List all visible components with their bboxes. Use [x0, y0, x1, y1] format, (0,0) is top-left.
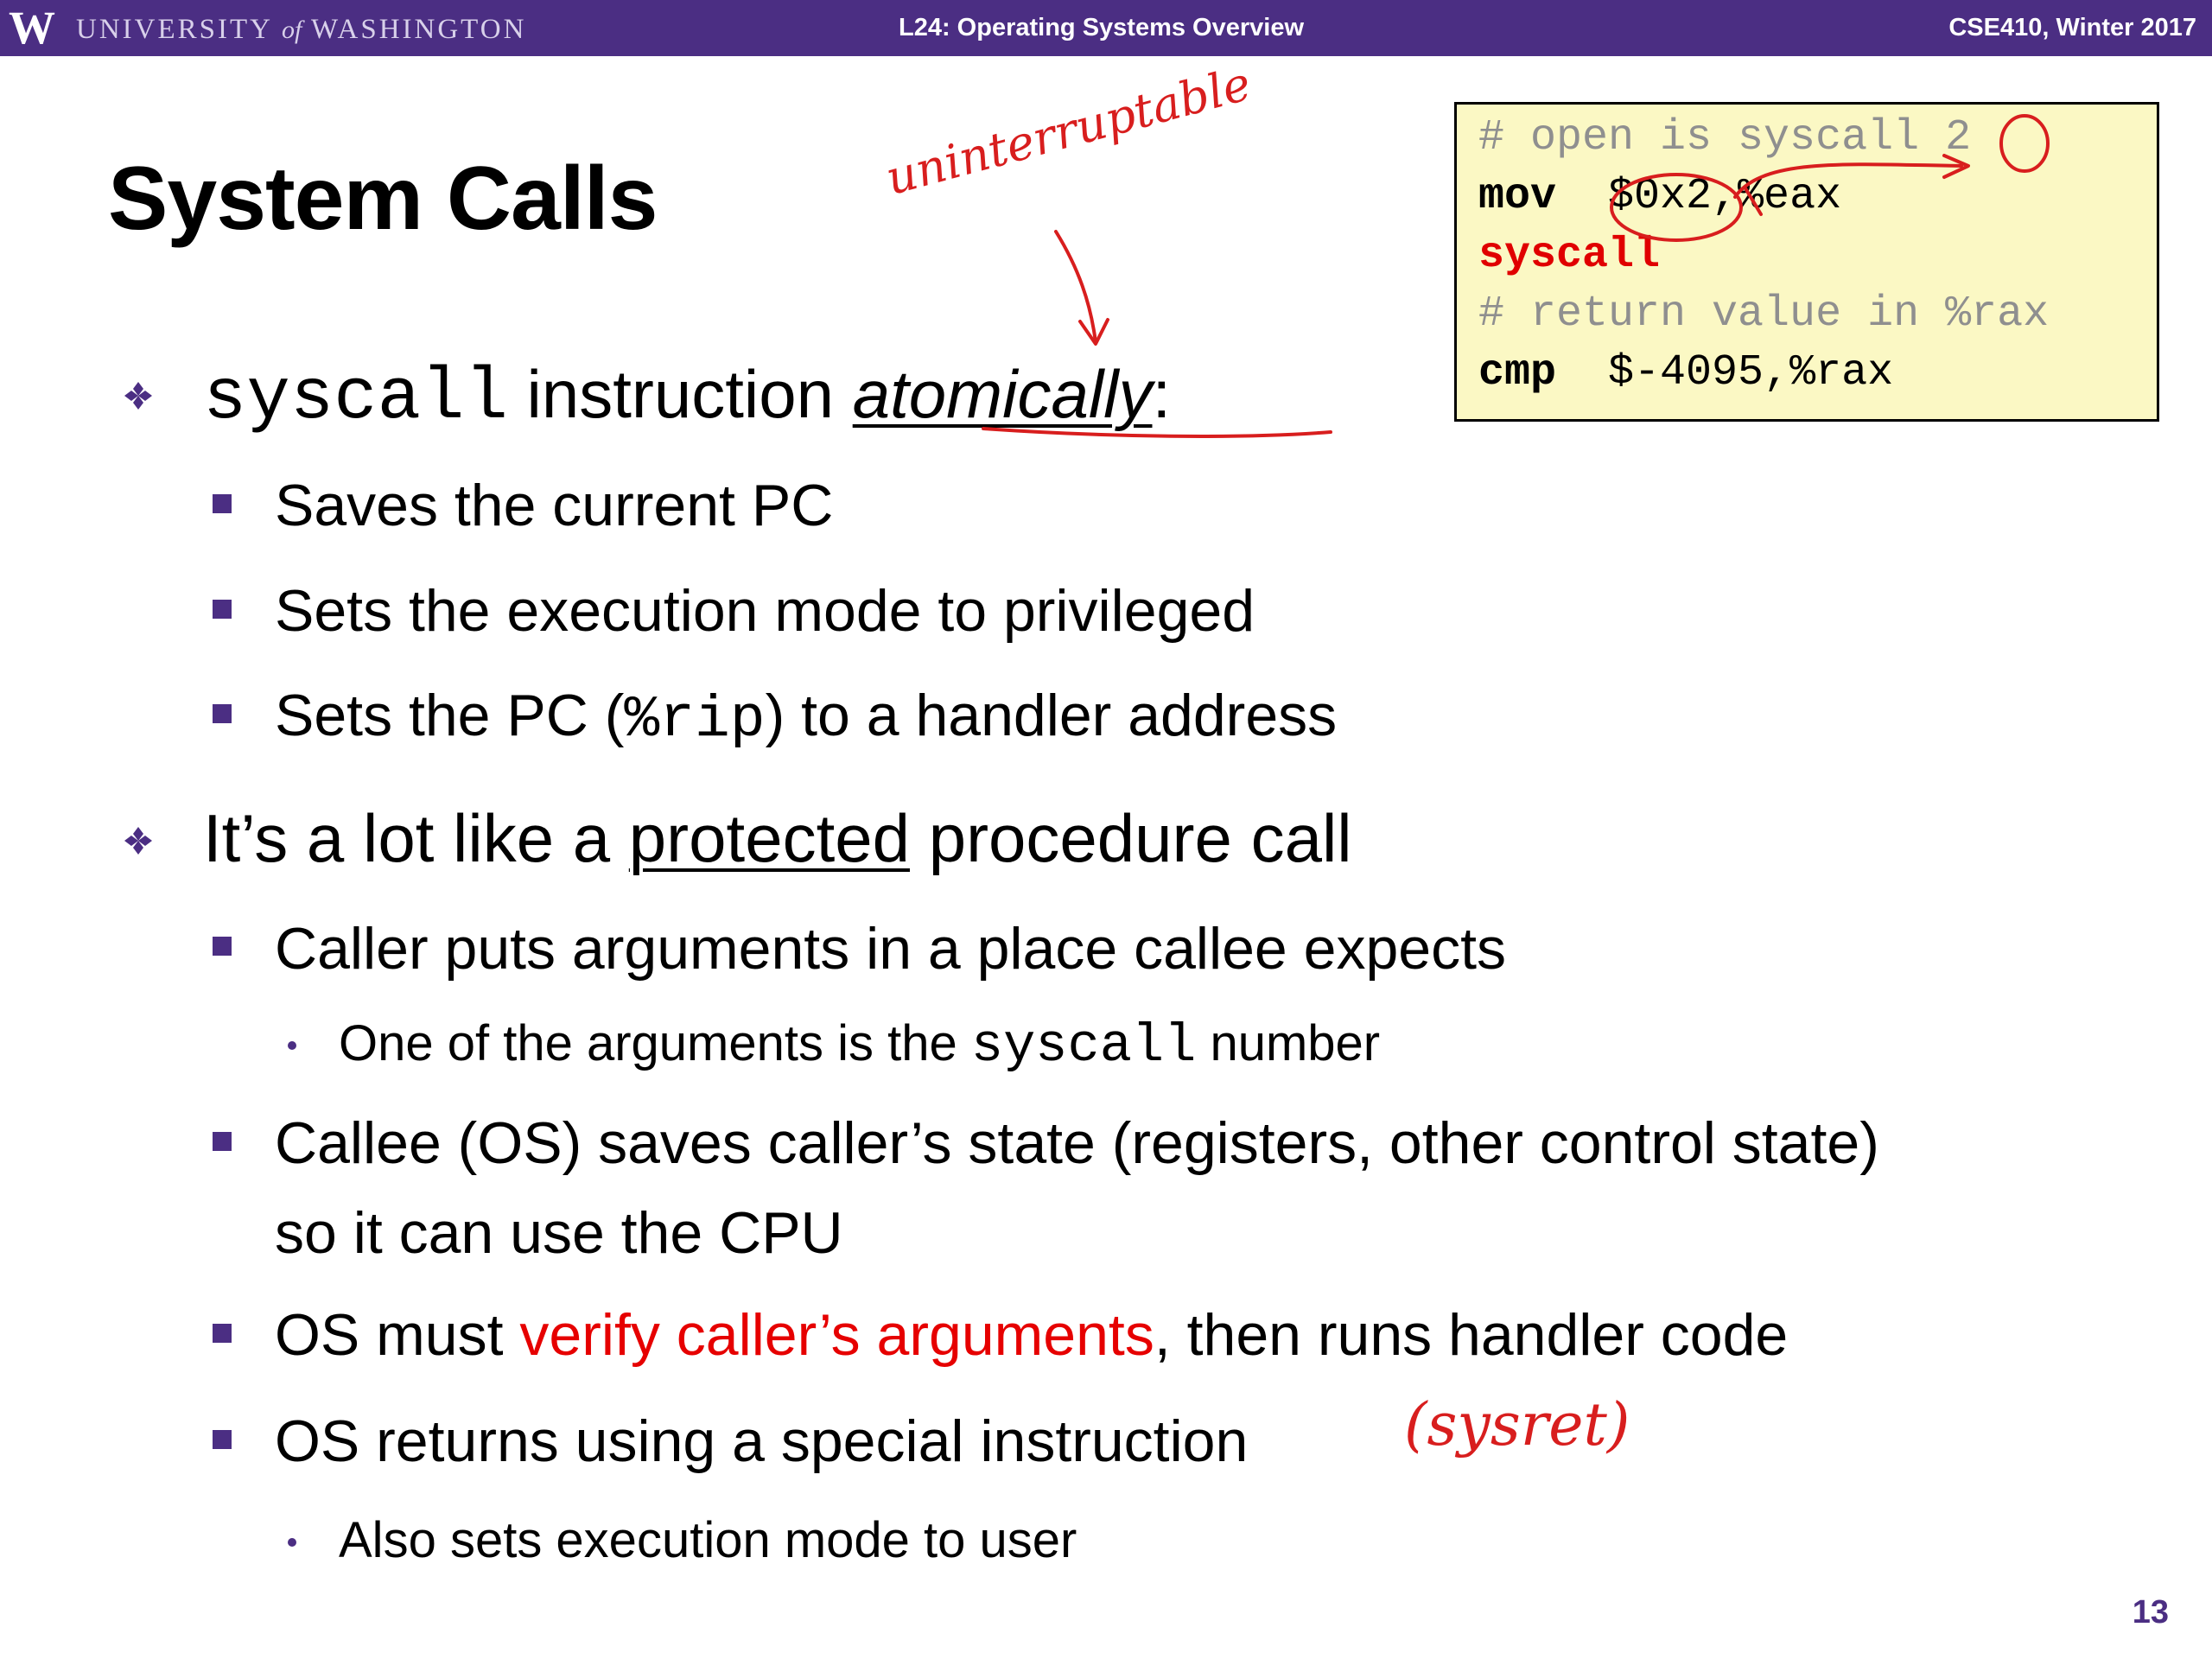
dot-bullet-icon: [288, 1538, 296, 1547]
bullet-saves-pc: Saves the current PC: [275, 473, 834, 538]
protected-pre: It’s a lot like a: [203, 800, 611, 876]
lecture-title: L24: Operating Systems Overview: [899, 14, 1305, 41]
university-wordmark: [76, 12, 526, 48]
wordmark-washington: WASHINGTON: [311, 14, 527, 45]
bullet-callee-saves-l2: so it can use the CPU: [275, 1200, 843, 1266]
square-bullet-icon: [213, 1324, 232, 1343]
page-number: 13: [2132, 1594, 2169, 1630]
verify-red-text: verify caller’s arguments: [519, 1302, 1154, 1368]
bullet-protected-call: [203, 797, 1352, 880]
code-op-cmp: cmp: [1478, 348, 1557, 397]
syscall-number-post: number: [1210, 1015, 1381, 1071]
code-line-syscall: [1478, 229, 1660, 283]
arrow-down-icon: [1056, 232, 1096, 342]
bullet-syscall-number: [339, 1013, 1380, 1077]
code-comment-open: # open is syscall 2: [1478, 113, 1972, 162]
dot-bullet-icon: [288, 1041, 296, 1050]
slide-title: System Calls: [108, 149, 658, 249]
bullet-caller-puts-args: Caller puts arguments in a place callee expects: [275, 916, 1506, 982]
square-bullet-icon: [213, 1132, 232, 1151]
inline-code-syscall-2: syscall: [970, 1015, 1197, 1077]
wordmark-university: UNIVERSITY: [76, 14, 272, 45]
code-line-cmp: [1478, 346, 1893, 400]
wordmark-of: of: [282, 16, 302, 44]
bullet-os-returns: OS returns using a special instruction: [275, 1408, 1249, 1474]
square-bullet-icon: [213, 704, 232, 723]
diamond-bullet-icon: [123, 380, 154, 411]
syscall-number-pre: One of the arguments is the: [339, 1015, 957, 1071]
sets-pc-post: ) to a handler address: [765, 683, 1338, 748]
square-bullet-icon: [213, 600, 232, 619]
code-line-mov: [1478, 170, 1841, 224]
verify-post: , then runs handler code: [1154, 1302, 1789, 1368]
code-op-syscall: syscall: [1478, 231, 1661, 280]
uw-logo-w: W: [9, 2, 55, 54]
bullet-syscall-atomically: [203, 353, 1171, 441]
code-comment-return: # return value in %rax: [1478, 289, 2050, 339]
underlined-protected: protected: [628, 800, 911, 876]
sets-pc-pre: Sets the PC (: [275, 683, 625, 748]
code-args-cmp: $-4095,%rax: [1608, 348, 1894, 397]
bullet-os-verify: [275, 1296, 1788, 1374]
handwritten-sysret: (sysret): [1404, 1391, 1630, 1459]
bullet-sets-pc: [275, 677, 1337, 760]
bullet-sets-mode: Sets the execution mode to privileged: [275, 578, 1255, 644]
code-box: [1454, 102, 2159, 422]
course-name: CSE410, Winter 2017: [1948, 14, 2196, 41]
square-bullet-icon: [213, 1430, 232, 1449]
code-args-mov: $0x2,%eax: [1608, 172, 1842, 221]
handwritten-uninterruptable: uninterruptable: [880, 55, 1257, 206]
square-bullet-icon: [213, 937, 232, 956]
diamond-bullet-icon: [123, 825, 154, 856]
protected-post: procedure call: [928, 800, 1352, 876]
verify-pre: OS must: [275, 1302, 504, 1368]
bullet-user-mode: Also sets execution mode to user: [339, 1512, 1077, 1568]
code-op-mov: mov: [1478, 172, 1557, 221]
bullet-text-instruction: instruction: [526, 356, 835, 432]
square-bullet-icon: [213, 494, 232, 513]
inline-code-syscall: syscall: [203, 358, 508, 440]
bullet-colon: :: [1152, 356, 1172, 432]
inline-code-rip: %rip: [624, 687, 766, 753]
emph-atomically: atomically: [852, 356, 1153, 432]
bullet-callee-saves-l1: Callee (OS) saves caller’s state (registers, other control state): [275, 1110, 1879, 1176]
